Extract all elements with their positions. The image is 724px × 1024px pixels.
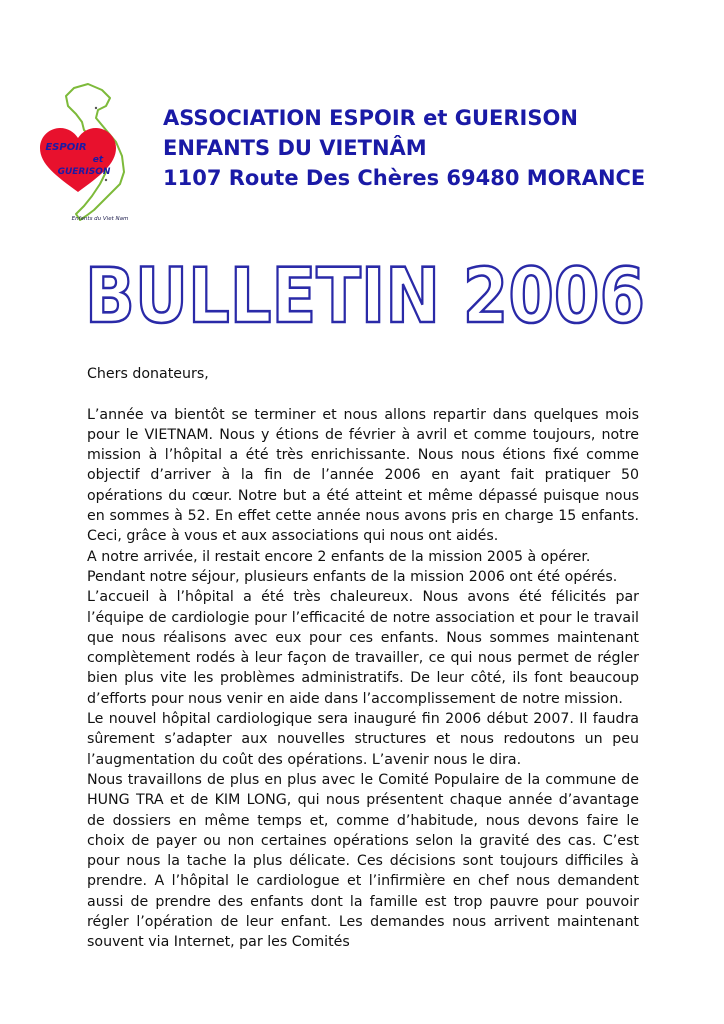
letter-paragraph: Le nouvel hôpital cardiologique sera inauguré fin 2006 début 2007. Il faudra sûrement s’adapter aux nouvelles structures et nous redoutons un peu l’augmentation du coût des opérations. L’avenir nous le dira. — [87, 711, 639, 768]
heart-text-espoir: ESPOIR — [45, 142, 87, 153]
header-association-name: ASSOCIATION ESPOIR et GUERISON — [163, 106, 578, 130]
association-logo — [36, 80, 156, 230]
heart-icon — [40, 128, 116, 192]
logo-graphic — [36, 80, 156, 230]
letter-body — [87, 364, 639, 953]
letter-paragraph: Nous travaillons de plus en plus avec le Comité Populaire de la commune de HUNG TRA et de KIM LONG, qui nous présentent chaque année d’avantage de dossiers en même temps et, comme d’habitude, nous devons faire le choix de payer ou non certaines opérations selon la gravité des cas. C’est pour nous la tache la plus délicate. Ces décisions sont toujours difficiles à prendre. A l’hôpital le cardiologue et l’infirmière en chef nous demandent aussi de prendre des enfants dont la famille est trop pauvre pour pouvoir régler l’opération de leur enfant. Les demandes nous arrivent maintenant souvent via Internet, par les Comités — [87, 771, 639, 951]
heart-text-guerison: GUERISON — [57, 167, 111, 177]
logo-caption: Enfants du Viet Nam — [71, 216, 129, 222]
header-address: 1107 Route Des Chères 69480 MORANCE — [163, 166, 646, 190]
bulletin-title — [80, 251, 650, 340]
association-header — [163, 103, 645, 193]
letter-paragraph: L’année va bientôt se terminer et nous allons repartir dans quelques mois pour le VIETNAM. Nous y étions de février à avril et comme toujours, notre mission à l’hôpital a été très enrichissante. Nous nous étions fixé comme objectif d’arriver à la fin de l’année 2006 en ayant fait pratiquer 50 opérations du cœur. Notre but a été atteint et même dépassé puisque nous en sommes à 52. En effet cette année nous avons pris en charge 15 enfants. Ceci, grâce à vous et aux associations qui nous ont aidés. — [87, 406, 639, 545]
header-subtitle: ENFANTS DU VIETNÂM — [163, 136, 427, 160]
bulletin-title-text: BULLETIN 2006 — [85, 251, 645, 340]
letter-paragraph: Pendant notre séjour, plusieurs enfants de la mission 2006 ont été opérés. — [87, 568, 618, 585]
letter-salutation: Chers donateurs, — [87, 366, 209, 382]
letter-paragraph: A notre arrivée, il restait encore 2 enfants de la mission 2005 à opérer. — [87, 548, 591, 565]
letter-paragraph: L’accueil à l’hôpital a été très chaleureux. Nous avons été félicités par l’équipe de cardiologie pour l’efficacité de notre association et pour le travail que nous réalisons avec eux pour ces enfants. Nous sommes maintenant complètement rodés à leur façon de travailler, ce qui nous permet de régler bien plus vite les problèmes administratifs. De leur côté, ils font beaucoup d’efforts pour nous venir en aide dans l’accomplissement de notre mission. — [87, 589, 639, 707]
heart-text-et: et — [92, 155, 104, 165]
